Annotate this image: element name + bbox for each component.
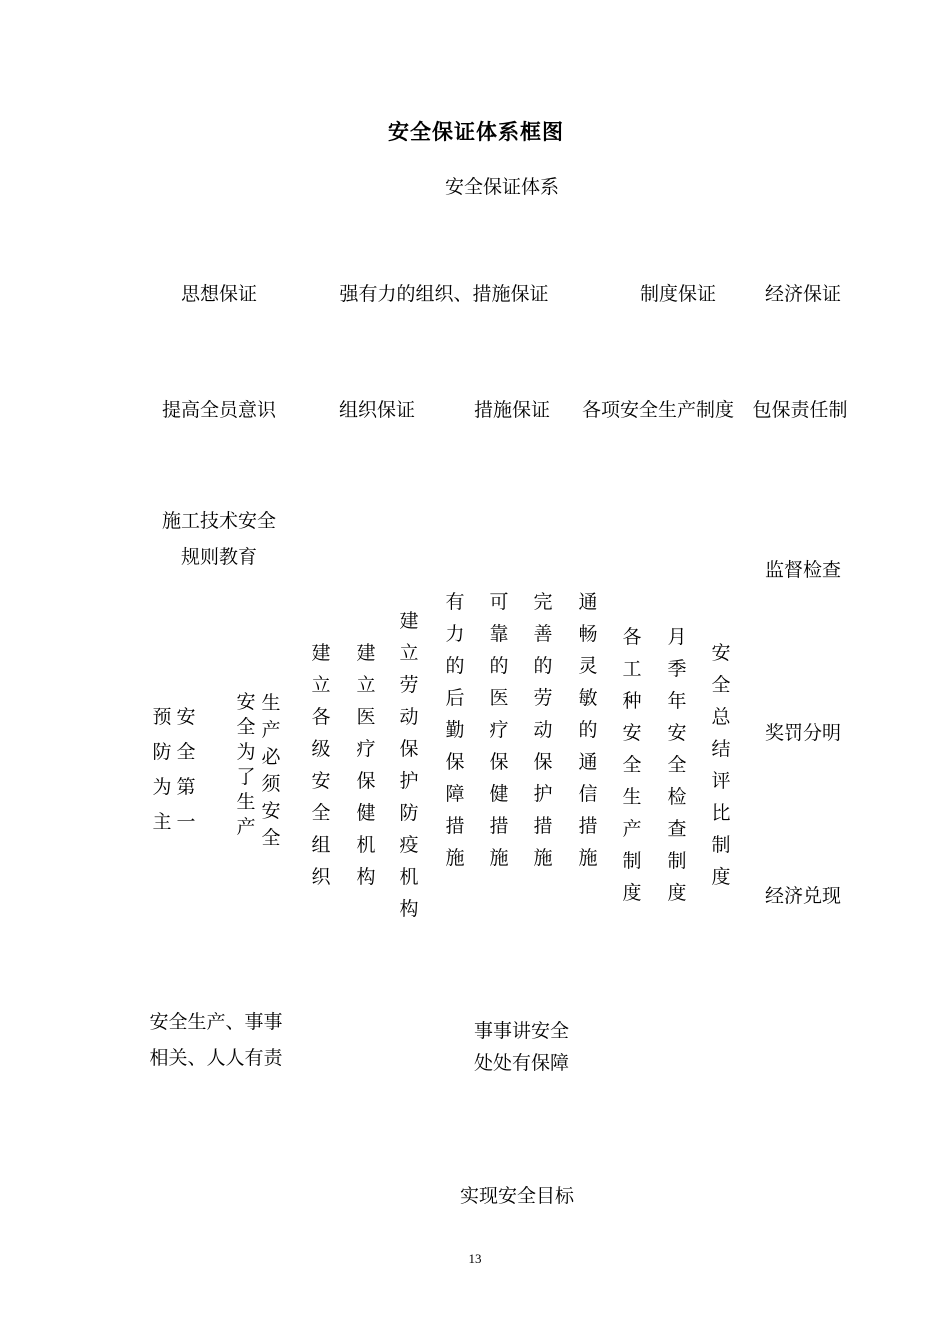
vertical-system-periodic-inspection: 月季年安全检查制度 — [667, 626, 687, 904]
vertical-org-safety-organization: 建立各级安全组织 — [311, 642, 331, 888]
vertical-system-evaluation: 安全总结评比制度 — [711, 642, 731, 888]
node-technical-safety-education-line1: 施工技术安全 — [161, 510, 277, 532]
slogan-safety-everywhere — [474, 1015, 569, 1079]
page-number: 13 — [468, 1251, 482, 1266]
node-system-guarantee: 制度保证 — [639, 283, 717, 305]
slogan-shared-responsibility-line1: 安全生产、事事 — [149, 1011, 283, 1033]
node-responsibility-system: 包保责任制 — [752, 399, 848, 421]
node-measure-guarantee: 措施保证 — [473, 399, 551, 421]
node-raise-awareness: 提高全员意识 — [161, 399, 277, 421]
node-technical-safety-education — [162, 503, 276, 575]
node-organization-measure-guarantee: 强有力的组织、措施保证 — [339, 283, 549, 305]
node-organization-guarantee: 组织保证 — [338, 399, 416, 421]
node-economic-guarantee: 经济保证 — [764, 283, 842, 305]
vertical-system-trade-safety: 各工种安全生产制度 — [622, 626, 642, 904]
vertical-safety-first: 安全第一 — [176, 706, 196, 833]
vertical-production-must-safety: 生产必须安全 — [261, 692, 281, 849]
vertical-measure-labor-protection: 完善的劳动保护措施 — [533, 591, 553, 869]
node-economic-fulfillment: 经济兑现 — [764, 885, 842, 907]
slogan-shared-responsibility-line2: 相关、人人有责 — [149, 1047, 283, 1069]
vertical-measure-communication: 通畅灵敏的通信措施 — [578, 591, 598, 869]
node-production-systems: 各项安全生产制度 — [581, 399, 735, 421]
node-supervision-inspection: 监督检查 — [764, 559, 842, 581]
node-achieve-safety-goal: 实现安全目标 — [459, 1185, 575, 1207]
vertical-safety-for-production: 安全为了生产 — [236, 691, 256, 838]
root-node: 安全保证体系 — [444, 176, 560, 198]
node-thought-guarantee: 思想保证 — [180, 283, 258, 305]
slogan-safety-everywhere-line2: 处处有保障 — [474, 1052, 570, 1074]
vertical-prevention-first: 预防为主 — [152, 706, 172, 833]
vertical-org-medical-institution: 建立医疗保健机构 — [356, 642, 376, 888]
vertical-measure-logistics: 有力的后勤保障措施 — [445, 591, 465, 869]
node-technical-safety-education-line2: 规则教育 — [180, 546, 258, 568]
node-reward-punishment: 奖罚分明 — [764, 722, 842, 744]
slogan-safety-everywhere-line1: 事事讲安全 — [474, 1020, 570, 1042]
slogan-shared-responsibility — [149, 1004, 282, 1076]
vertical-measure-medical: 可靠的医疗保健措施 — [489, 591, 509, 869]
page-title: 安全保证体系框图 — [388, 120, 564, 144]
vertical-org-labor-protection: 建立劳动保护防疫机构 — [399, 610, 419, 920]
